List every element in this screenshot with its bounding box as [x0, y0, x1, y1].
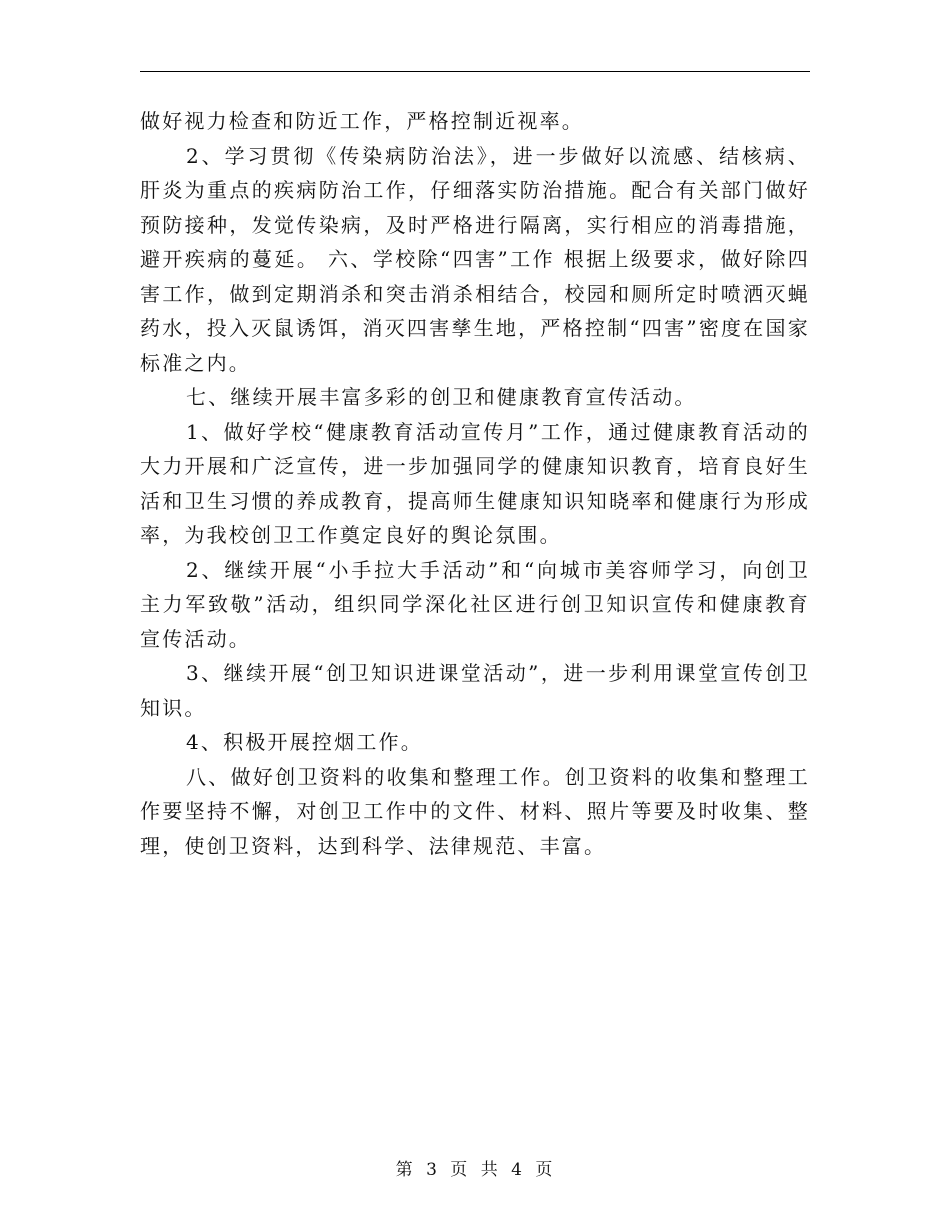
document-body	[140, 104, 810, 863]
paragraph: 七、继续开展丰富多彩的创卫和健康教育宣传活动。	[186, 385, 697, 409]
paragraph: 2、继续开展“小手拉大手活动”和“向城市美容师学习，向创卫主力军致敬”活动，组织同学深化社区进行创卫知识宣传和健康教育宣传活动。	[140, 557, 810, 651]
header-rule	[140, 71, 810, 72]
paragraph: 3、继续开展“创卫知识进课堂活动”，进一步利用课堂宣传创卫知识。	[140, 661, 810, 720]
page-number-footer: 第 3 页 共 4 页	[395, 1160, 555, 1180]
paragraph: 八、做好创卫资料的收集和整理工作。创卫资料的收集和整理工作要坚持不懈，对创卫工作中的文件、材料、照片等要及时收集、整理，使创卫资料，达到科学、法律规范、丰富。	[140, 764, 810, 858]
paragraph: 1、做好学校“健康教育活动宣传月”工作，通过健康教育活动的大力开展和广泛宣传，进一步加强同学的健康知识教育，培育良好生活和卫生习惯的养成教育，提高师生健康知识知晓率和健康行为形成率，为我校创卫工作奠定良好的舆论氛围。	[140, 419, 810, 547]
paragraph: 做好视力检查和防近工作，严格控制近视率。	[140, 109, 584, 133]
paragraph: 4、积极开展控烟工作。	[186, 730, 423, 754]
paragraph: 2、学习贯彻《传染病防治法》，进一步做好以流感、结核病、肝炎为重点的疾病防治工作，仔细落实防治措施。配合有关部门做好预防接种，发觉传染病，及时严格进行隔离，实行相应的消毒措施，避开疾病的蔓延。 六、学校除“四害”工作 根据上级要求，做好除四害工作，做到定期消杀和突击消杀相结合，校园和厕所定时喷洒灭蝇药水，投入灭鼠诱饵，消灭四害孳生地，严格控制“四害”密度在国家标准之内。	[140, 143, 810, 375]
